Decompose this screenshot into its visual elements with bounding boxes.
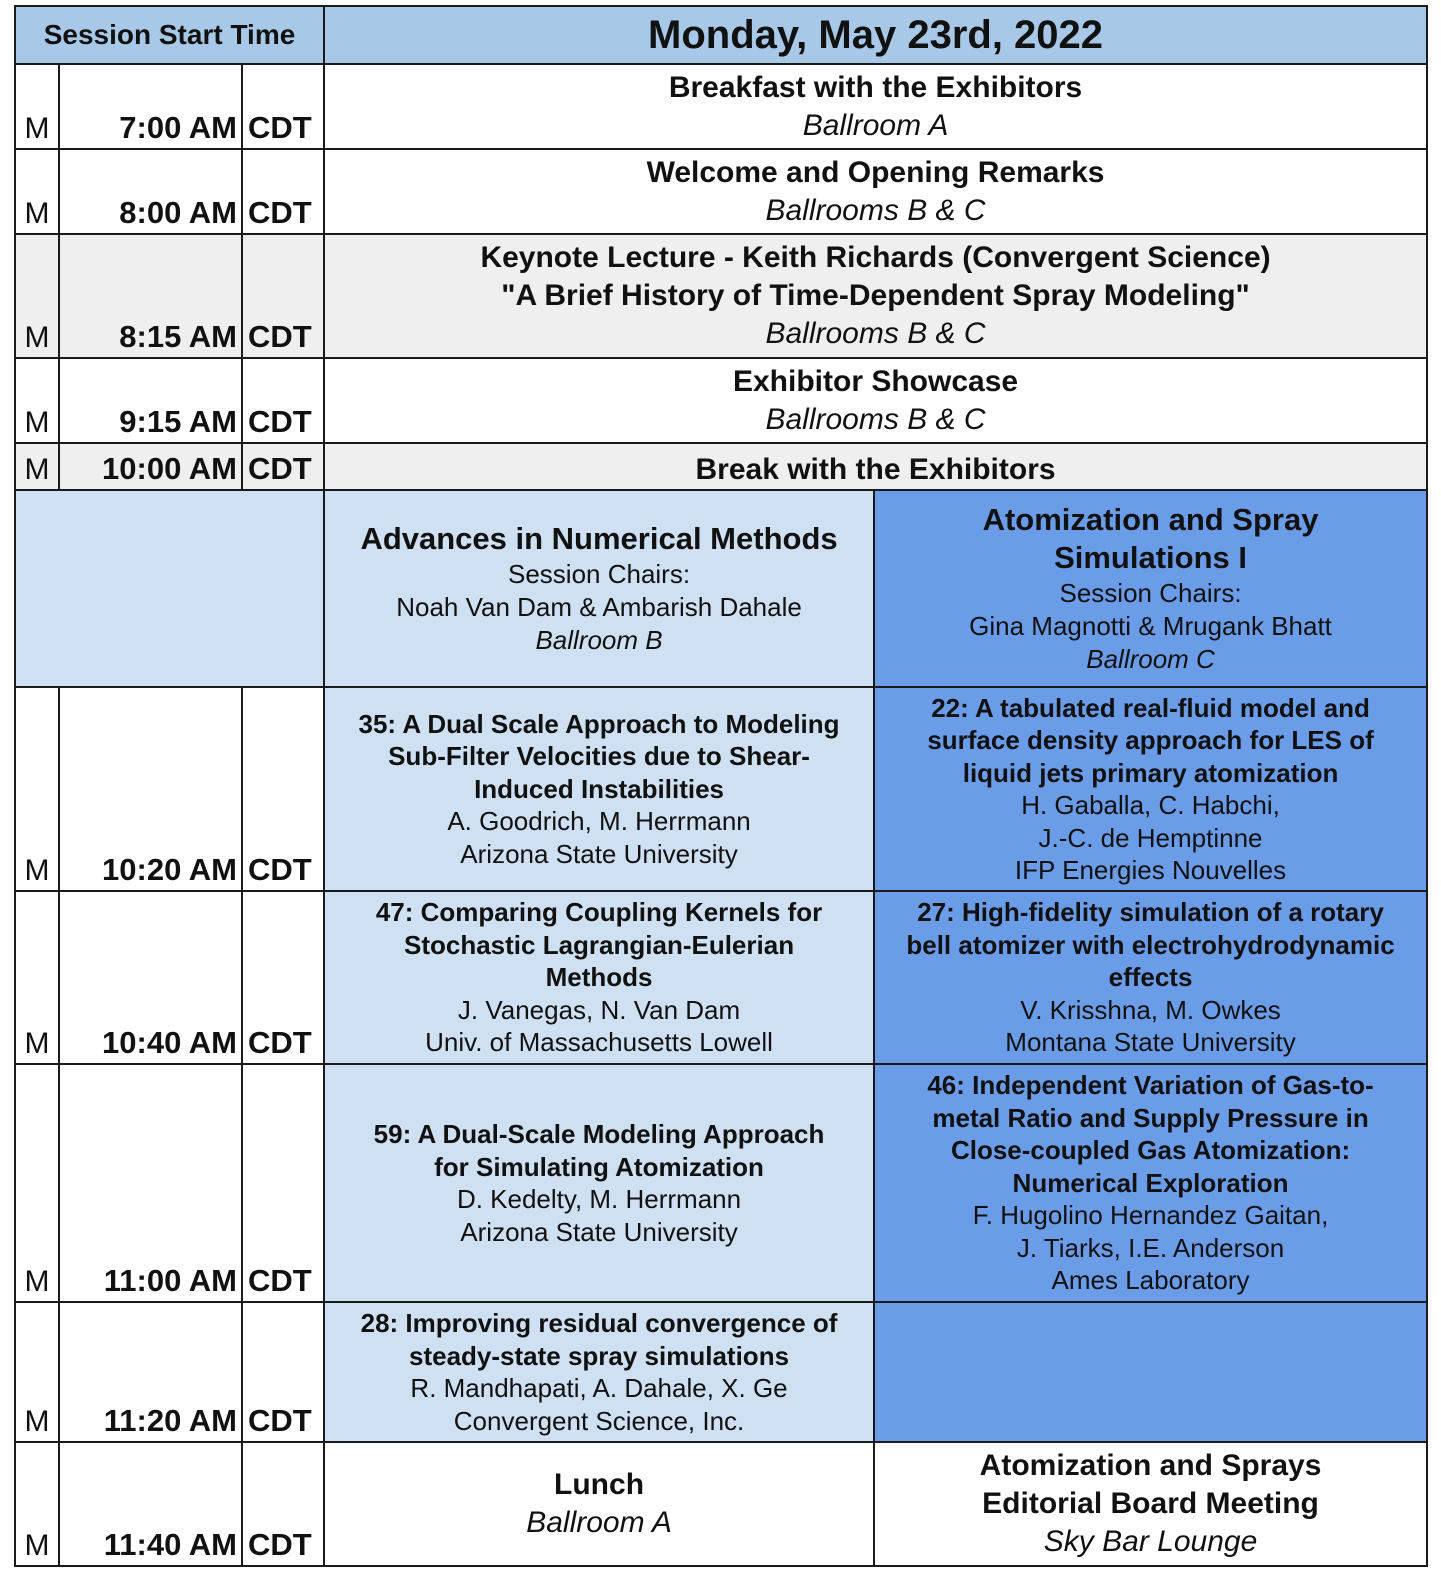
session-start-time-header: Session Start Time xyxy=(15,6,324,64)
event-location: Ballrooms B & C xyxy=(765,402,986,436)
session-title: Advances in Numerical Methods xyxy=(360,521,838,556)
talk-authors: V. Krisshna, M. Owkes xyxy=(1020,994,1281,1025)
talk-title: Numerical Exploration xyxy=(1012,1167,1289,1198)
session-location: Ballroom B xyxy=(535,625,663,655)
schedule-row xyxy=(15,234,1427,358)
timezone-cell: CDT xyxy=(242,1302,324,1442)
talk-title: 35: A Dual Scale Approach to Modeling xyxy=(358,708,840,739)
talk-affiliation: Arizona State University xyxy=(460,838,738,869)
event-title: Breakfast with the Exhibitors xyxy=(668,70,1083,104)
talk-authors: J. Vanegas, N. Van Dam xyxy=(457,994,741,1025)
time-cell: 10:00 AM xyxy=(59,443,242,490)
session-right-header xyxy=(874,490,1427,687)
talk-title: Close-coupled Gas Atomization: xyxy=(950,1135,1351,1166)
day-cell: M xyxy=(15,687,59,891)
event-title-line2: Editorial Board Meeting xyxy=(982,1487,1319,1520)
talk-title: 27: High-fidelity simulation of a rotary xyxy=(917,897,1384,928)
event-cell xyxy=(324,234,1427,358)
event-cell xyxy=(324,443,1427,490)
talk-authors: H. Gaballa, C. Habchi, xyxy=(1021,790,1280,820)
day-cell: M xyxy=(15,443,59,490)
time-cell: 11:00 AM xyxy=(59,1064,242,1302)
event-title: Welcome and Opening Remarks xyxy=(646,155,1105,189)
day-cell: M xyxy=(15,1302,59,1442)
session-title: Atomization and Spray xyxy=(982,502,1319,537)
time-cell: 11:40 AM xyxy=(59,1442,242,1566)
time-cell: 8:15 AM xyxy=(59,234,242,358)
event-cell xyxy=(324,358,1427,443)
timezone-cell: CDT xyxy=(242,443,324,490)
schedule-table xyxy=(14,5,1428,1567)
time-cell: 8:00 AM xyxy=(59,149,242,234)
session-title-line2: Simulations I xyxy=(1054,540,1247,575)
talk-right xyxy=(874,687,1427,891)
day-cell: M xyxy=(15,149,59,234)
talk-title: effects xyxy=(1108,962,1193,993)
time-cell: 9:15 AM xyxy=(59,358,242,443)
day-cell: M xyxy=(15,891,59,1064)
session-chairs-label: Session Chairs: xyxy=(507,559,691,589)
session-chairs: Noah Van Dam & Ambarish Dahale xyxy=(396,592,802,622)
schedule-row xyxy=(15,64,1427,149)
talk-authors: J. Tiarks, I.E. Anderson xyxy=(1016,1232,1285,1263)
talk-title: steady-state spray simulations xyxy=(409,1340,790,1371)
talk-affiliation: Arizona State University xyxy=(460,1216,738,1247)
talk-title: for Simulating Atomization xyxy=(434,1151,764,1182)
talk-row xyxy=(15,1064,1427,1302)
lunch-row xyxy=(15,1442,1427,1566)
talk-title: liquid jets primary atomization xyxy=(962,757,1339,788)
timezone-cell: CDT xyxy=(242,1442,324,1566)
day-cell: M xyxy=(15,64,59,149)
talk-title: Stochastic Lagrangian-Eulerian xyxy=(403,929,795,960)
talk-affiliation: Ames Laboratory xyxy=(1051,1265,1250,1296)
schedule-row xyxy=(15,443,1427,490)
event-location: Ballroom A xyxy=(526,1506,672,1539)
session-chairs: Gina Magnotti & Mrugank Bhatt xyxy=(969,611,1332,641)
timezone-cell: CDT xyxy=(242,687,324,891)
time-cell: 10:40 AM xyxy=(59,891,242,1064)
time-cell: 10:20 AM xyxy=(59,687,242,891)
talk-title: 28: Improving residual convergence of xyxy=(360,1308,838,1338)
event-title: Lunch xyxy=(554,1468,645,1501)
session-left-header xyxy=(324,490,874,687)
empty-slot xyxy=(874,1302,1427,1442)
event-location: Ballrooms B & C xyxy=(765,193,986,227)
event-subtitle: "A Brief History of Time-Dependent Spray Modeling" xyxy=(501,279,1250,312)
talk-affiliation: Convergent Science, Inc. xyxy=(453,1405,745,1436)
talk-title: Methods xyxy=(545,962,653,993)
event-title: Atomization and Sprays xyxy=(979,1449,1322,1482)
talk-authors: R. Mandhapati, A. Dahale, X. Ge xyxy=(410,1373,788,1403)
talk-left xyxy=(324,1064,874,1302)
event-location: Ballroom A xyxy=(802,108,949,142)
session-location: Ballroom C xyxy=(1086,644,1215,674)
talk-left xyxy=(324,891,874,1064)
day-cell: M xyxy=(15,234,59,358)
talk-title: 46: Independent Variation of Gas-to- xyxy=(927,1070,1374,1101)
time-cell: 7:00 AM xyxy=(59,64,242,149)
talk-affiliation: IFP Energies Nouvelles xyxy=(1014,855,1287,885)
talk-affiliation: Montana State University xyxy=(1005,1027,1296,1058)
talk-row xyxy=(15,1302,1427,1442)
talk-right xyxy=(874,1064,1427,1302)
talk-authors: J.-C. de Hemptinne xyxy=(1038,822,1263,853)
talk-affiliation: Univ. of Massachusetts Lowell xyxy=(425,1027,773,1058)
timezone-cell: CDT xyxy=(242,64,324,149)
event-title: Break with the Exhibitors xyxy=(695,453,1056,486)
talk-authors: A. Goodrich, M. Herrmann xyxy=(447,806,751,837)
talk-left xyxy=(324,1302,874,1442)
event-title: Exhibitor Showcase xyxy=(732,364,1019,398)
timezone-cell: CDT xyxy=(242,358,324,443)
schedule-row xyxy=(15,358,1427,443)
lunch-cell xyxy=(324,1442,874,1566)
event-cell xyxy=(324,149,1427,234)
schedule-row xyxy=(15,149,1427,234)
session-chairs-label: Session Chairs: xyxy=(1059,578,1242,608)
editorial-meeting-cell xyxy=(874,1442,1427,1566)
day-cell: M xyxy=(15,358,59,443)
talk-title: surface density approach for LES of xyxy=(927,725,1374,755)
talk-title: Sub-Filter Velocities due to Shear- xyxy=(388,741,810,772)
talk-left xyxy=(324,687,874,891)
talk-title: 47: Comparing Coupling Kernels for xyxy=(375,897,823,928)
date-header: Monday, May 23rd, 2022 xyxy=(324,6,1427,64)
talk-authors: F. Hugolino Hernandez Gaitan, xyxy=(972,1200,1329,1231)
day-cell: M xyxy=(15,1442,59,1566)
event-location: Sky Bar Lounge xyxy=(1043,1525,1258,1558)
timezone-cell: CDT xyxy=(242,234,324,358)
time-cell: 11:20 AM xyxy=(59,1302,242,1442)
timezone-cell: CDT xyxy=(242,1064,324,1302)
talk-right xyxy=(874,891,1427,1064)
talk-title: 22: A tabulated real-fluid model and xyxy=(931,692,1370,723)
event-title: Keynote Lecture - Keith Richards (Convergent Science) xyxy=(480,241,1271,274)
talk-title: Induced Instabilities xyxy=(474,773,724,804)
talk-authors: D. Kedelty, M. Herrmann xyxy=(456,1184,742,1214)
timezone-cell: CDT xyxy=(242,149,324,234)
blank-cell xyxy=(15,490,324,687)
talk-title: metal Ratio and Supply Pressure in xyxy=(932,1102,1369,1133)
day-cell: M xyxy=(15,1064,59,1302)
event-cell xyxy=(324,64,1427,149)
talk-title: 59: A Dual-Scale Modeling Approach xyxy=(373,1119,825,1149)
session-header-row xyxy=(15,490,1427,687)
talk-title: bell atomizer with electrohydrodynamic xyxy=(906,929,1395,960)
timezone-cell: CDT xyxy=(242,891,324,1064)
talk-row xyxy=(15,891,1427,1064)
talk-row xyxy=(15,687,1427,891)
event-location: Ballrooms B & C xyxy=(765,317,986,350)
